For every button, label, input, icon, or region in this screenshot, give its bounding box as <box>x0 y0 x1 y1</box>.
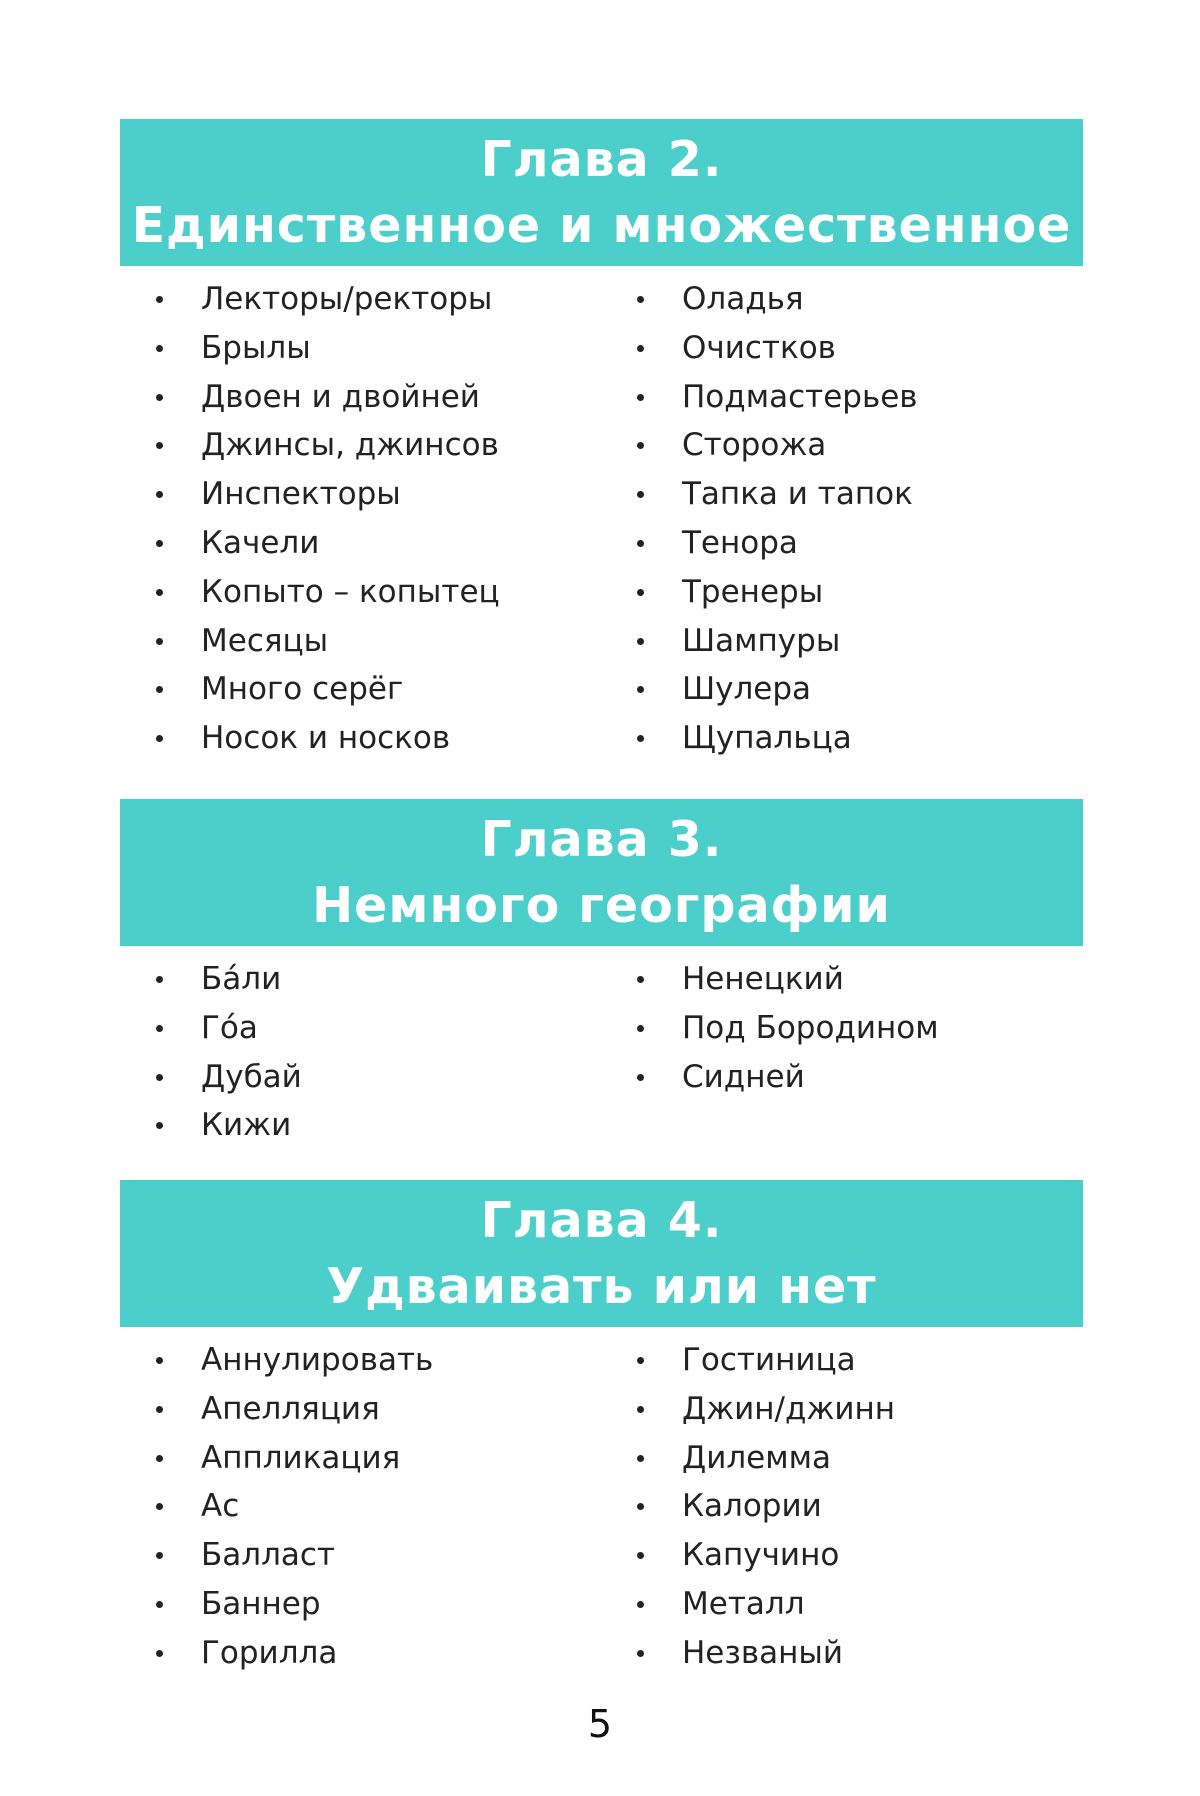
chapter-4-right-column <box>637 1336 895 1678</box>
list-item <box>156 1580 433 1629</box>
chapter-3-number: Глава 3. <box>480 810 723 868</box>
list-item-text: Копыто – копытец <box>201 573 500 610</box>
bullet-icon <box>156 1357 163 1364</box>
list-item <box>637 470 918 519</box>
chapter-2-right-column <box>637 275 918 763</box>
bullet-icon <box>156 442 163 449</box>
list-item-text: Аннулировать <box>201 1342 434 1378</box>
list-item <box>156 1482 433 1531</box>
bullet-icon <box>156 686 163 693</box>
chapter-3-left-column <box>156 955 302 1150</box>
list-item-text: Горилла <box>201 1634 338 1671</box>
chapter-2-left-column <box>156 275 500 763</box>
bullet-icon <box>637 976 644 983</box>
bullet-icon <box>637 491 644 498</box>
list-item-text: Дубай <box>201 1058 302 1095</box>
bullet-icon <box>156 1601 163 1608</box>
chapter-2-title: Единственное и множественное <box>131 196 1072 254</box>
bullet-icon <box>637 1357 644 1364</box>
list-item <box>637 324 918 373</box>
bullet-icon <box>637 1455 644 1462</box>
chapter-3-banner <box>120 799 1083 946</box>
list-item-text: Подмастерьев <box>682 378 918 415</box>
list-item-text: Джин/джинн <box>682 1390 896 1427</box>
bullet-icon <box>156 1025 163 1032</box>
list-item-text: Двоен и двойней <box>201 378 480 415</box>
list-item <box>156 324 500 373</box>
list-item <box>637 568 918 617</box>
list-item-text: Очистков <box>682 329 836 366</box>
bullet-icon <box>156 976 163 983</box>
list-item-text: Дилемма <box>682 1439 832 1476</box>
list-item-text: Баннер <box>201 1585 321 1622</box>
list-item-text: Гостиница <box>682 1342 856 1378</box>
bullet-icon <box>637 540 644 547</box>
bullet-icon <box>637 1601 644 1608</box>
list-item-text: Щупальца <box>682 720 852 757</box>
list-item <box>637 421 918 470</box>
list-item <box>637 1004 939 1053</box>
list-item <box>637 1434 895 1483</box>
list-item <box>156 1004 302 1053</box>
list-item-text: Ас <box>201 1488 240 1525</box>
chapter-3-title: Немного географии <box>312 876 891 934</box>
list-item <box>637 1053 939 1102</box>
bullet-icon <box>156 735 163 742</box>
list-item <box>156 1053 302 1102</box>
bullet-icon <box>156 345 163 352</box>
chapter-4-number: Глава 4. <box>480 1191 723 1249</box>
bullet-icon <box>637 296 644 303</box>
list-item-text: Калории <box>682 1488 822 1525</box>
chapter-2-number: Глава 2. <box>480 130 723 188</box>
list-item-text: Под Бородином <box>682 1009 939 1046</box>
list-item <box>156 275 500 324</box>
list-item <box>156 568 500 617</box>
list-item <box>156 1629 433 1678</box>
bullet-icon <box>637 1074 644 1081</box>
chapter-2-banner <box>120 119 1083 266</box>
list-item <box>637 275 918 324</box>
bullet-icon <box>637 1552 644 1559</box>
bullet-icon <box>637 1503 644 1510</box>
list-item-text: Сидней <box>682 1058 805 1095</box>
bullet-icon <box>637 1650 644 1657</box>
list-item-text: Носок и носков <box>201 720 451 757</box>
list-item <box>156 1101 302 1150</box>
list-item <box>156 665 500 714</box>
bullet-icon <box>637 735 644 742</box>
list-item <box>156 1531 433 1580</box>
list-item <box>156 470 500 519</box>
list-item <box>156 955 302 1004</box>
list-item <box>156 373 500 422</box>
list-item-text: Много серёг <box>201 671 404 708</box>
bullet-icon <box>637 686 644 693</box>
list-item-text: Качели <box>201 524 320 561</box>
list-item <box>637 617 918 666</box>
list-item-text: Тенора <box>682 524 798 561</box>
list-item <box>156 1336 433 1385</box>
list-item <box>637 1531 895 1580</box>
bullet-icon <box>156 1122 163 1129</box>
list-item <box>156 421 500 470</box>
list-item <box>637 1385 895 1434</box>
bullet-icon <box>156 1406 163 1413</box>
bullet-icon <box>156 1552 163 1559</box>
bullet-icon <box>156 1074 163 1081</box>
list-item-text: Металл <box>682 1585 805 1622</box>
chapter-4-left-column <box>156 1336 433 1678</box>
chapter-3-right-column <box>637 955 939 1101</box>
bullet-icon <box>156 1455 163 1462</box>
list-item-text: Аппликация <box>201 1439 401 1476</box>
list-item-text: Оладья <box>682 281 804 317</box>
list-item-text: Сторожа <box>682 427 827 464</box>
list-item-text: Джинсы, джинсов <box>201 427 499 464</box>
list-item <box>637 665 918 714</box>
bullet-icon <box>637 1406 644 1413</box>
list-item-text: Шампуры <box>682 622 841 659</box>
list-item <box>637 1580 895 1629</box>
list-item <box>156 617 500 666</box>
bullet-icon <box>637 345 644 352</box>
list-item <box>156 714 500 763</box>
list-item-text: Капучино <box>682 1537 840 1574</box>
list-item-text: Ба́ли <box>201 961 282 997</box>
list-item <box>637 1336 895 1385</box>
list-item-text: Го́а <box>201 1009 258 1046</box>
bullet-icon <box>156 1503 163 1510</box>
bullet-icon <box>156 394 163 401</box>
list-item-text: Кижи <box>201 1107 292 1144</box>
bullet-icon <box>156 540 163 547</box>
bullet-icon <box>637 442 644 449</box>
bullet-icon <box>637 589 644 596</box>
list-item-text: Апелляция <box>201 1390 380 1427</box>
list-item <box>156 1434 433 1483</box>
list-item-text: Незваный <box>682 1634 844 1671</box>
chapter-4-title: Удваивать или нет <box>326 1257 877 1315</box>
bullet-icon <box>156 491 163 498</box>
list-item-text: Тренеры <box>682 573 824 610</box>
list-item-text: Инспекторы <box>201 476 401 513</box>
list-item-text: Балласт <box>201 1537 335 1574</box>
list-item-text: Тапка и тапок <box>682 476 913 513</box>
list-item <box>637 519 918 568</box>
bullet-icon <box>637 394 644 401</box>
list-item <box>637 1482 895 1531</box>
list-item <box>156 1385 433 1434</box>
list-item-text: Шулера <box>682 671 812 708</box>
bullet-icon <box>156 1650 163 1657</box>
list-item <box>637 373 918 422</box>
list-item-text: Месяцы <box>201 622 329 659</box>
list-item <box>637 714 918 763</box>
page-number: 5 <box>587 1702 613 1746</box>
list-item <box>156 519 500 568</box>
bullet-icon <box>637 1025 644 1032</box>
list-item-text: Ненецкий <box>682 961 844 997</box>
list-item <box>637 955 939 1004</box>
chapter-4-banner <box>120 1180 1083 1327</box>
list-item <box>637 1629 895 1678</box>
bullet-icon <box>637 638 644 645</box>
bullet-icon <box>156 296 163 303</box>
bullet-icon <box>156 638 163 645</box>
list-item-text: Брылы <box>201 329 311 366</box>
list-item-text: Лекторы/ректоры <box>201 281 493 317</box>
bullet-icon <box>156 589 163 596</box>
